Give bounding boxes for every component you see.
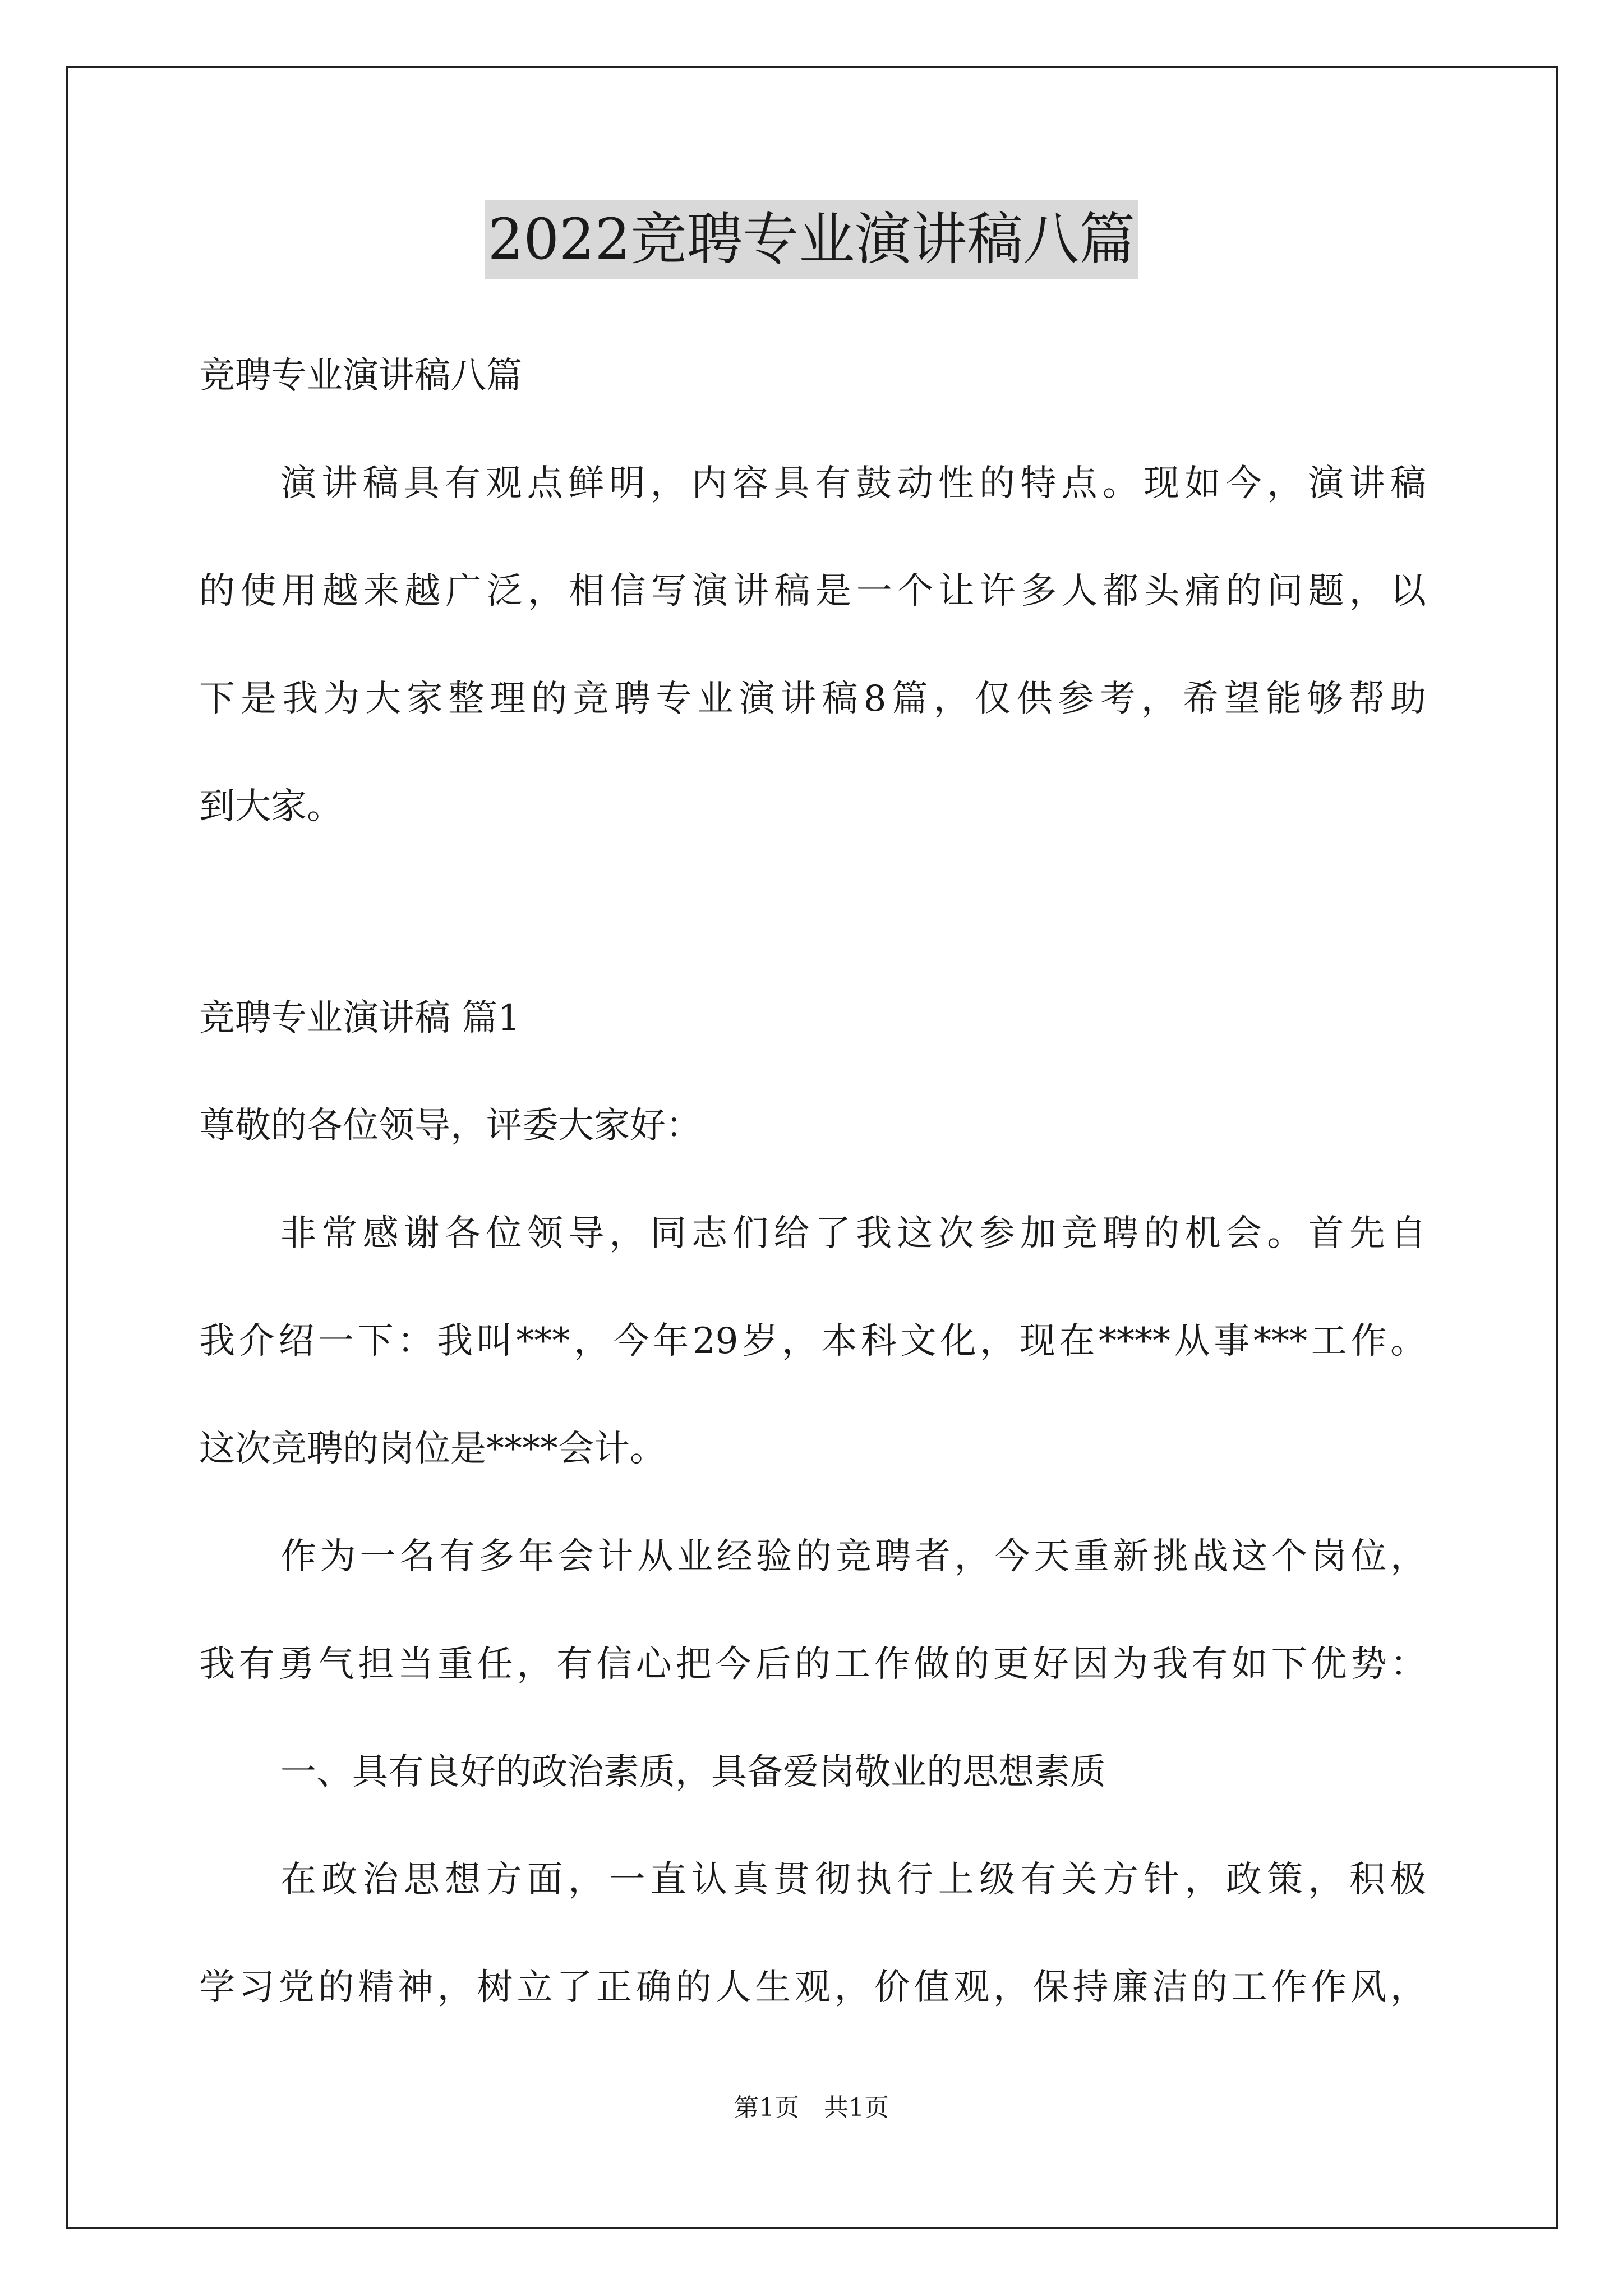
paragraph-line: 下是我为大家整理的竞聘专业演讲稿8篇，仅供参考，希望能够帮助 bbox=[199, 678, 1426, 720]
document-title-text: 2022竞聘专业演讲稿八篇 bbox=[485, 200, 1139, 279]
subheading: 一、具有良好的政治素质，具备爱岗敬业的思想素质 bbox=[280, 1751, 1106, 1793]
paragraph-line: 这次竞聘的岗位是****会计。 bbox=[199, 1428, 666, 1470]
paragraph-line: 在政治思想方面，一直认真贯彻执行上级有关方针，政策，积极 bbox=[280, 1859, 1426, 1901]
section-heading: 竞聘专业演讲稿 篇1 bbox=[199, 997, 521, 1039]
paragraph-line: 的使用越来越广泛，相信写演讲稿是一个让许多人都头痛的问题，以 bbox=[199, 570, 1426, 612]
paragraph-line: 到大家。 bbox=[199, 786, 343, 827]
paragraph-line: 我介绍一下：我叫***，今年29岁，本科文化，现在****从事***工作。 bbox=[199, 1320, 1426, 1362]
section-heading: 竞聘专业演讲稿八篇 bbox=[199, 355, 522, 397]
document-title bbox=[0, 200, 1623, 279]
paragraph-line: 非常感谢各位领导，同志们给了我这次参加竞聘的机会。首先自 bbox=[280, 1213, 1426, 1254]
paragraph-line: 作为一名有多年会计从业经验的竞聘者，今天重新挑战这个岗位， bbox=[280, 1536, 1426, 1577]
page-footer: 第1页 共1页 bbox=[734, 2093, 889, 2122]
salutation: 尊敬的各位领导，评委大家好： bbox=[199, 1105, 702, 1147]
paragraph-line: 演讲稿具有观点鲜明，内容具有鼓动性的特点。现如今，演讲稿 bbox=[280, 463, 1426, 504]
paragraph-line: 我有勇气担当重任，有信心把今后的工作做的更好因为我有如下优势： bbox=[199, 1644, 1426, 1685]
paragraph-line: 学习党的精神，树立了正确的人生观，价值观，保持廉洁的工作作风， bbox=[199, 1967, 1426, 2008]
